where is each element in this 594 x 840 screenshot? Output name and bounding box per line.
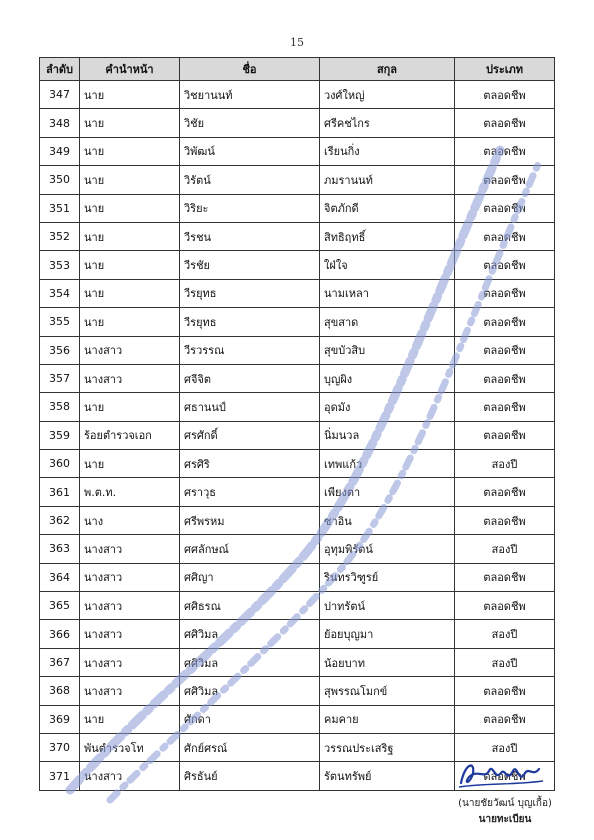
cell-name: วิพัฒน์ [180, 137, 320, 165]
cell-no: 357 [40, 364, 80, 392]
cell-surname: รินทรวิฑูรย์ [320, 563, 455, 591]
cell-type: ตลอดชีพ [455, 81, 555, 109]
header-row [40, 58, 555, 81]
cell-title: พ.ต.ท. [80, 478, 180, 506]
cell-no: 362 [40, 506, 80, 534]
table-row [40, 421, 555, 449]
cell-title: นาย [80, 166, 180, 194]
table-row [40, 137, 555, 165]
cell-title: นางสาว [80, 762, 180, 790]
cell-type: ตลอดชีพ [455, 109, 555, 137]
cell-title: นาย [80, 279, 180, 307]
table-row [40, 450, 555, 478]
cell-no: 367 [40, 648, 80, 676]
table-row [40, 478, 555, 506]
cell-no: 359 [40, 421, 80, 449]
cell-surname: สุขบัวสิบ [320, 336, 455, 364]
cell-no: 363 [40, 535, 80, 563]
cell-title: นางสาว [80, 364, 180, 392]
table-row [40, 705, 555, 733]
cell-no: 364 [40, 563, 80, 591]
cell-type: ตลอดชีพ [455, 308, 555, 336]
cell-surname: เทพแก้ว [320, 450, 455, 478]
cell-name: ศิรธันย์ [180, 762, 320, 790]
cell-surname: บุญผิง [320, 364, 455, 392]
cell-no: 354 [40, 279, 80, 307]
cell-no: 371 [40, 762, 80, 790]
cell-type: ตลอดชีพ [455, 166, 555, 194]
signatory-role: นายทะเบียน [478, 814, 532, 825]
cell-surname: เรียนกิ่ง [320, 137, 455, 165]
cell-title: นางสาว [80, 535, 180, 563]
cell-name: ศศิวิมล [180, 620, 320, 648]
cell-title: นางสาว [80, 336, 180, 364]
header-surname: สกุล [320, 58, 455, 81]
cell-name: วีรยุทธ [180, 279, 320, 307]
cell-title: นาย [80, 308, 180, 336]
cell-name: ศศลักษณ์ [180, 535, 320, 563]
cell-type: ตลอดชีพ [455, 592, 555, 620]
signatory-name: (นายชัยวัฒน์ บุญเกื้อ) [458, 798, 552, 809]
header-name: ชื่อ [180, 58, 320, 81]
cell-name: วีรยุทธ [180, 308, 320, 336]
cell-type: ตลอดชีพ [455, 478, 555, 506]
cell-no: 356 [40, 336, 80, 364]
cell-surname: อุทุมพิรัตน์ [320, 535, 455, 563]
table-body [40, 81, 555, 791]
cell-surname: ซาอิน [320, 506, 455, 534]
cell-type: ตลอดชีพ [455, 563, 555, 591]
cell-title: นาย [80, 450, 180, 478]
cell-type: สองปี [455, 450, 555, 478]
cell-type: ตลอดชีพ [455, 677, 555, 705]
cell-name: ศักย์ศรณ์ [180, 733, 320, 761]
cell-surname: สิทธิฤทธิ์ [320, 222, 455, 250]
cell-no: 358 [40, 393, 80, 421]
cell-title: นางสาว [80, 592, 180, 620]
cell-surname: ใฝ่ใจ [320, 251, 455, 279]
table-row [40, 620, 555, 648]
cell-type: ตลอดชีพ [455, 705, 555, 733]
cell-type: ตลอดชีพ [455, 762, 555, 790]
cell-type: ตลอดชีพ [455, 222, 555, 250]
table-row [40, 109, 555, 137]
signature-mark [455, 757, 545, 791]
cell-no: 368 [40, 677, 80, 705]
cell-surname: สุขสาด [320, 308, 455, 336]
cell-name: ศักดา [180, 705, 320, 733]
cell-title: นาง [80, 506, 180, 534]
cell-type: ตลอดชีพ [455, 194, 555, 222]
cell-surname: เพียงตา [320, 478, 455, 506]
cell-no: 352 [40, 222, 80, 250]
cell-name: ศรศิริ [180, 450, 320, 478]
cell-name: วีรชัย [180, 251, 320, 279]
cell-surname: นิ่มนวล [320, 421, 455, 449]
page-number: 15 [290, 36, 304, 49]
cell-type: สองปี [455, 620, 555, 648]
cell-type: ตลอดชีพ [455, 137, 555, 165]
cell-surname: คมคาย [320, 705, 455, 733]
cell-title: นาย [80, 81, 180, 109]
cell-surname: ปาทรัตน์ [320, 592, 455, 620]
cell-type: สองปี [455, 535, 555, 563]
cell-surname: นามเหลา [320, 279, 455, 307]
cell-no: 360 [40, 450, 80, 478]
cell-name: ศจีจิต [180, 364, 320, 392]
header-type: ประเภท [455, 58, 555, 81]
cell-no: 348 [40, 109, 80, 137]
table-row [40, 393, 555, 421]
table-row [40, 677, 555, 705]
cell-surname: อุดมัง [320, 393, 455, 421]
cell-title: นางสาว [80, 648, 180, 676]
cell-type: ตลอดชีพ [455, 421, 555, 449]
table-row [40, 166, 555, 194]
cell-no: 350 [40, 166, 80, 194]
cell-type: ตลอดชีพ [455, 393, 555, 421]
table-row [40, 222, 555, 250]
table-row [40, 279, 555, 307]
cell-title: นางสาว [80, 563, 180, 591]
header-no: ลำดับ [40, 58, 80, 81]
cell-surname: สุพรรณโมกข์ [320, 677, 455, 705]
cell-name: วิชัย [180, 109, 320, 137]
cell-name: ศราวุธ [180, 478, 320, 506]
cell-surname: น้อยบาท [320, 648, 455, 676]
cell-name: วิริยะ [180, 194, 320, 222]
table-row [40, 194, 555, 222]
cell-surname: จิตภักดี [320, 194, 455, 222]
cell-no: 353 [40, 251, 80, 279]
cell-surname: วรรณประเสริฐ [320, 733, 455, 761]
member-table [39, 57, 555, 791]
cell-name: วีรชน [180, 222, 320, 250]
cell-type: ตลอดชีพ [455, 251, 555, 279]
cell-no: 366 [40, 620, 80, 648]
cell-surname: ภมรานนท์ [320, 166, 455, 194]
cell-name: ศศิวิมล [180, 677, 320, 705]
cell-surname: ศรีคชไกร [320, 109, 455, 137]
cell-title: นาย [80, 137, 180, 165]
cell-type: สองปี [455, 648, 555, 676]
table-row [40, 81, 555, 109]
cell-type: ตลอดชีพ [455, 336, 555, 364]
table-row [40, 364, 555, 392]
table-row [40, 251, 555, 279]
cell-name: ศศิธรณ [180, 592, 320, 620]
cell-title: นาย [80, 109, 180, 137]
cell-no: 361 [40, 478, 80, 506]
cell-title: นาย [80, 705, 180, 733]
table-row [40, 535, 555, 563]
cell-title: นาย [80, 251, 180, 279]
cell-title: พันตำรวจโท [80, 733, 180, 761]
cell-title: นางสาว [80, 620, 180, 648]
table-row [40, 592, 555, 620]
cell-surname: รัตนทรัพย์ [320, 762, 455, 790]
cell-no: 351 [40, 194, 80, 222]
cell-no: 365 [40, 592, 80, 620]
cell-title: นาย [80, 393, 180, 421]
table-row [40, 563, 555, 591]
table-row [40, 648, 555, 676]
cell-name: ศธานนป์ [180, 393, 320, 421]
cell-title: ร้อยตำรวจเอก [80, 421, 180, 449]
cell-type: ตลอดชีพ [455, 364, 555, 392]
table-row [40, 506, 555, 534]
cell-name: ศศิวิมล [180, 648, 320, 676]
cell-type: ตลอดชีพ [455, 506, 555, 534]
cell-type: ตลอดชีพ [455, 279, 555, 307]
cell-name: วิรัตน์ [180, 166, 320, 194]
table-row [40, 336, 555, 364]
cell-no: 355 [40, 308, 80, 336]
header-title: คำนำหน้า [80, 58, 180, 81]
cell-name: ศรศักดิ์ [180, 421, 320, 449]
cell-name: ศศิญา [180, 563, 320, 591]
cell-surname: วงศ์ใหญ่ [320, 81, 455, 109]
cell-surname: ย้อยบุญมา [320, 620, 455, 648]
cell-no: 369 [40, 705, 80, 733]
table-header [40, 58, 555, 81]
cell-no: 349 [40, 137, 80, 165]
cell-no: 370 [40, 733, 80, 761]
cell-name: วีรวรรณ [180, 336, 320, 364]
cell-title: นางสาว [80, 677, 180, 705]
cell-type: สองปี [455, 733, 555, 761]
cell-no: 347 [40, 81, 80, 109]
cell-title: นาย [80, 222, 180, 250]
table-row [40, 308, 555, 336]
cell-name: ศรีพรหม [180, 506, 320, 534]
cell-title: นาย [80, 194, 180, 222]
cell-name: วิชยานนท์ [180, 81, 320, 109]
